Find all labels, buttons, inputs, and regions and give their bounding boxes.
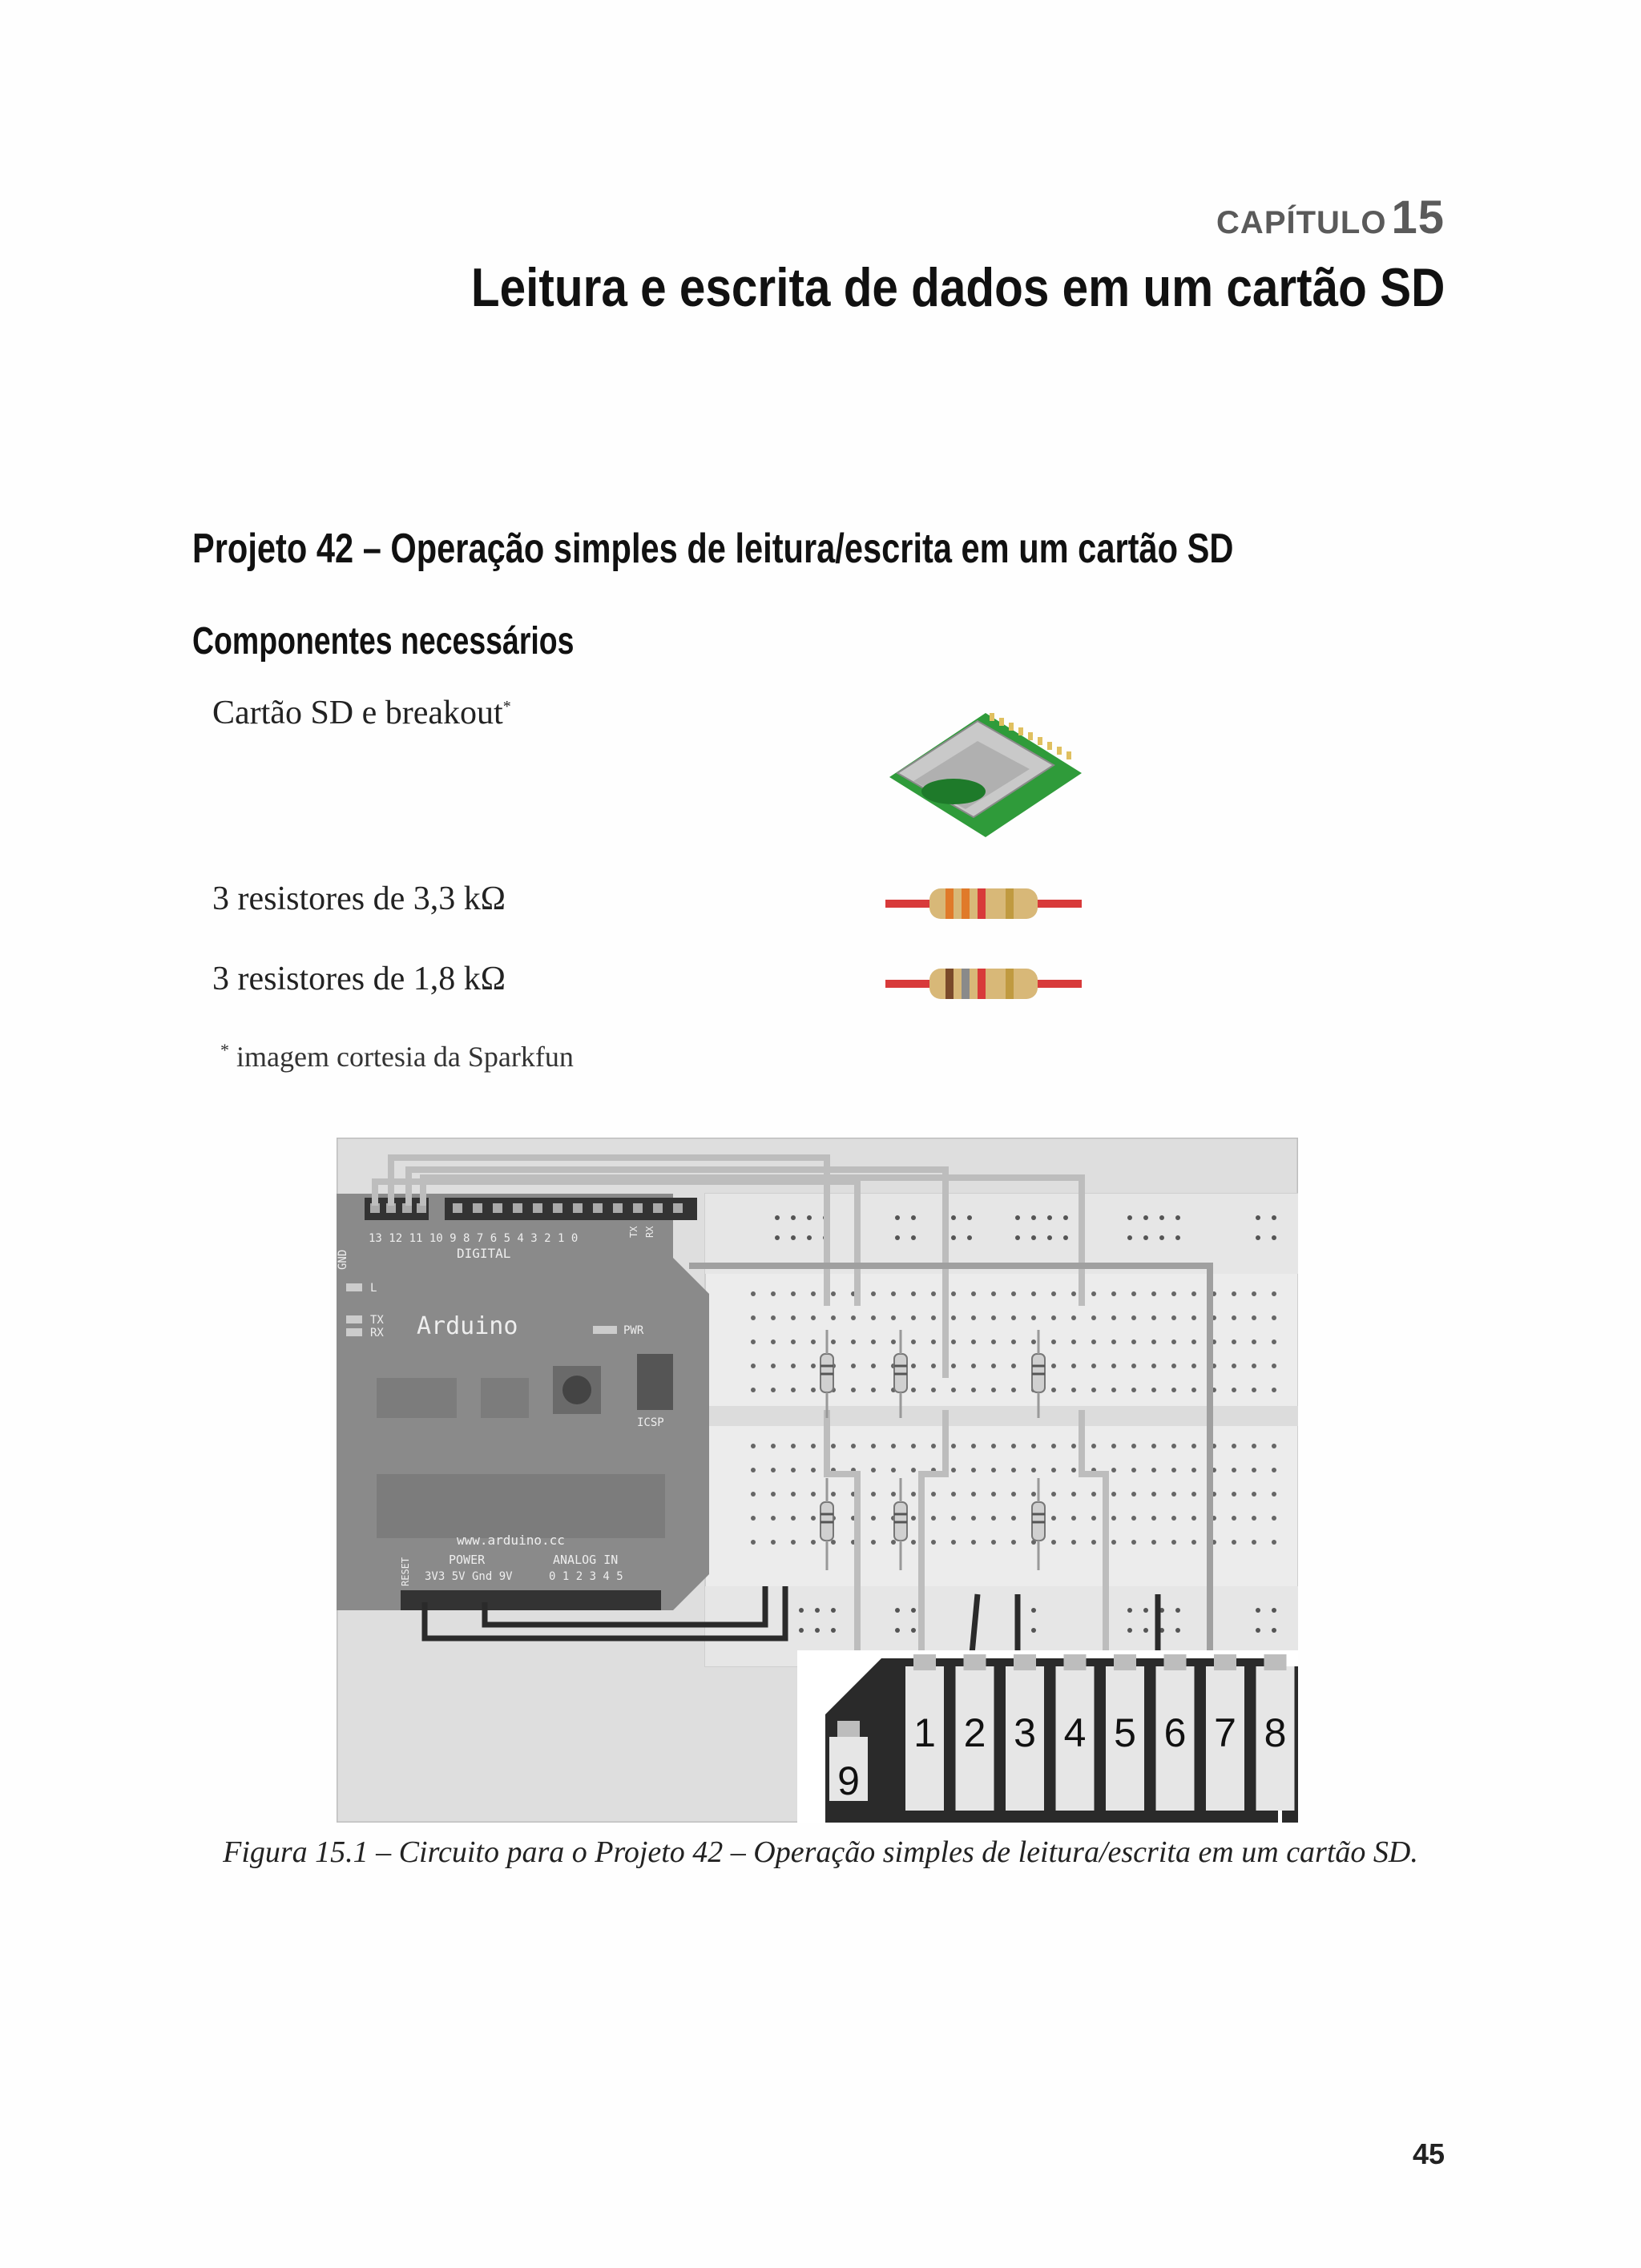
sd-pin-number: 6: [1163, 1710, 1187, 1755]
pwr-label: PWR: [623, 1324, 644, 1337]
reset-button: [562, 1376, 591, 1404]
sd-pin-number: 3: [1014, 1710, 1036, 1755]
chapter-word: CAPÍTULO: [1216, 205, 1387, 240]
sd-pin-tab: [964, 1654, 986, 1670]
sd-pin-tab: [1064, 1654, 1087, 1670]
sd-pin-tab: [1264, 1654, 1287, 1670]
arduino-board: [337, 1194, 709, 1610]
component-resistor-1k8: 3 resistores de 1,8 kΩ: [212, 961, 506, 997]
components-heading: Componentes necessários: [192, 620, 575, 663]
sd-pin-tab: [1214, 1654, 1236, 1670]
figure-caption: Figura 15.1 – Circuito para o Projeto 42 – Operação simples de leitura/escrita em um cartão SD.: [223, 1835, 1418, 1869]
sd-pin-tab: [913, 1654, 936, 1670]
project-heading: Projeto 42 – Operação simples de leitura/escrita em um cartão SD: [192, 526, 1234, 572]
note-mark: *: [220, 1040, 229, 1060]
analog-pins-label: 0 1 2 3 4 5: [549, 1570, 623, 1583]
component-sd-card-label: Cartão SD e breakout: [212, 695, 503, 731]
sd-pin-number: 5: [1114, 1710, 1136, 1755]
sd-pin-number: 1: [913, 1710, 936, 1755]
chapter-title: Leitura e escrita de dados em um cartão SD: [470, 257, 1445, 318]
power-pins-label: 3V3 5V Gnd 9V: [425, 1570, 513, 1583]
reset-label: RESET: [400, 1557, 411, 1586]
website-label: www.arduino.cc: [457, 1533, 565, 1548]
digital-label: DIGITAL: [457, 1246, 511, 1261]
resistor-1k8-image: [885, 964, 1082, 1004]
socket-slot: [921, 779, 986, 804]
sd-pin-number: 4: [1063, 1710, 1087, 1755]
footnote-mark: *: [502, 698, 511, 715]
chapter-number: 15: [1391, 191, 1445, 244]
rx-pin-label: RX: [644, 1226, 655, 1238]
sd-card-breakout-image: [881, 697, 1090, 849]
digital-pins-label: 13 12 11 10 9 8 7 6 5 4 3 2 1 0: [369, 1232, 579, 1245]
sd-pin-number: 7: [1214, 1710, 1236, 1755]
power-label: POWER: [449, 1553, 486, 1567]
component-resistor-3k3: 3 resistores de 3,3 kΩ: [212, 880, 506, 917]
tx-pin-label: TX: [628, 1226, 639, 1238]
sd-pin-tab: [1164, 1654, 1187, 1670]
component-sd-card: [212, 694, 511, 732]
page-number: 45: [1412, 2137, 1445, 2170]
rx-led-label: RX: [370, 1327, 384, 1339]
image-credit-note: [220, 1040, 574, 1074]
resistor-3k3-image: [885, 884, 1082, 924]
sd-pin-tab: [1014, 1654, 1036, 1670]
circuit-figure: [337, 1138, 1298, 1823]
l-led-label: L: [370, 1282, 377, 1295]
sd-pin-number: 2: [963, 1710, 986, 1755]
sd-pin-number: 8: [1264, 1710, 1287, 1755]
arduino-logo-text: Arduino: [417, 1312, 518, 1340]
chapter-label: [1216, 191, 1445, 244]
tx-led-label: TX: [370, 1314, 384, 1327]
gnd-label: GND: [337, 1249, 349, 1270]
icsp-label: ICSP: [637, 1416, 664, 1429]
note-text: imagem cortesia da Sparkfun: [236, 1041, 574, 1073]
sd-pin-9: 9: [837, 1758, 860, 1803]
sd-pin-tab: [1114, 1654, 1136, 1670]
analog-label: ANALOG IN: [553, 1553, 619, 1567]
